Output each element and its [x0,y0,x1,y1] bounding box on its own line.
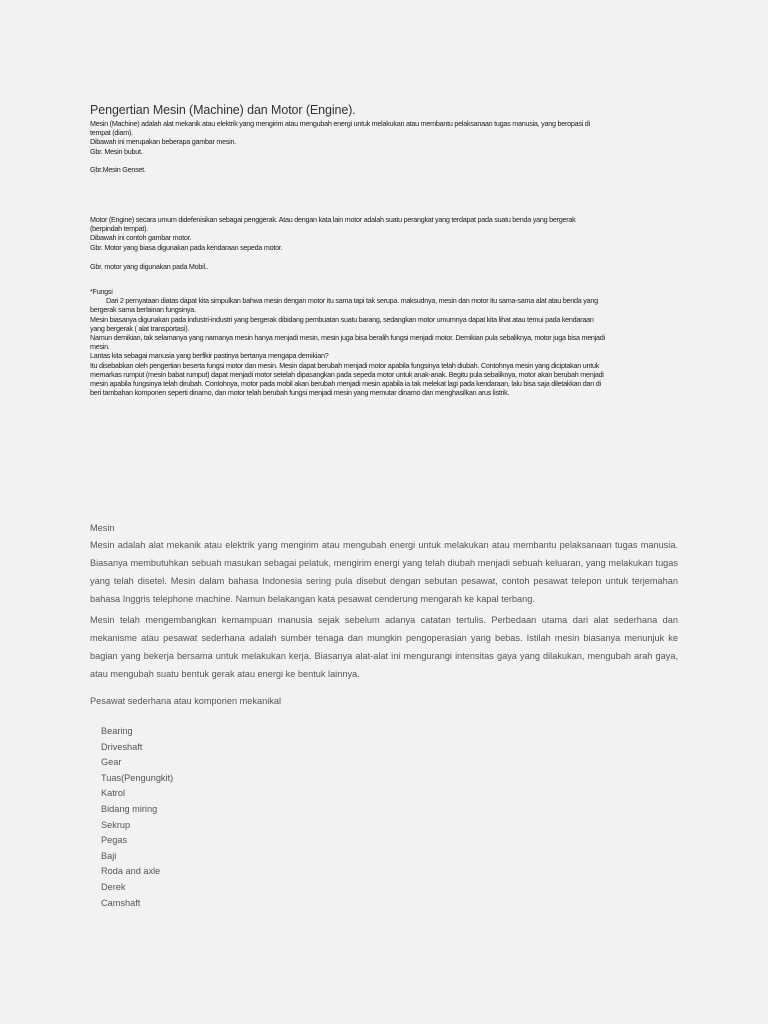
section-heading: *Fungsi [90,287,113,296]
image-caption: Gbr.Mesin Genset. [90,165,146,174]
mesin-heading: Mesin [90,523,115,533]
text-line: Itu disebabkan oleh pengertian beserta fungsi motor dan mesin. Mesin dapat berubah menjadi motor apabila fungsinya telah diubah. Contohnya mesin yang diciptakan untuk [90,360,600,370]
section-motor-intro [90,215,680,252]
section-mesin-intro [90,119,680,156]
text-line: Lantas kita sebagai manusia yang berfikir pastinya bertanya mengapa demikian? [90,351,329,361]
list-item: Katrol [101,788,126,799]
text-line: mesin. [90,342,110,352]
text-line: yang bergerak ( alat transportasi). [90,323,190,333]
text-line: Mesin (Machine) adalah alat mekanik atau elektrik yang mengirim atau mengubah energi untuk melakukan atau membantu pelaksanaan tugas manusia, yang beropasi di [90,119,590,128]
paragraph-mesin-2: Mesin telah mengembangkan kemampuan manusia sejak sebelum adanya catatan tertulis. Perbedaan utama dari alat sederhana dan mekanisme atau pesawat sederhana adalah sumber tenaga dan mungkin pengoperasian yang bebas. Istilah mesin biasanya menunjuk ke bagian yang bekerja bersama untuk melakukan kerja. Biasanya alat-alat ini mengurangi intensitas gaya yang dilakukan, mengubah arah gaya, atau mengubah suatu bentuk gerak atau energi ke bentuk lainnya. [90,615,678,679]
text-line: mesin apabila fungsinya telah dirubah. Contohnya, motor pada mobil akan berubah menjadi mesin apabila ia tak melekat lagi pada kendaraan, lalu bisa saja diletakkan dan di [90,379,601,389]
text-line: Motor (Engine) secara umum didefenisikan sebagai penggerak. Atau dengan kata lain motor adalah suatu perangkat yang terdapat pada suatu benda yang bergerak [90,215,576,224]
section-fungsi [90,287,680,397]
text-line: Mesin biasanya digunakan pada industri-industri yang bergerak dibidang pembuatan suatu barang, sedangkan motor umumnya dapat kita lihat atau temui pada kendaraan [90,314,594,324]
text-line: tempat (diam). [90,128,133,138]
list-item: Derek [101,881,126,892]
list-item: Camshaft [101,897,141,908]
text-line: (berpindah tempat). [90,224,148,234]
image-caption: Gbr. Mesin bubut. [90,146,143,156]
list-item: Baji [101,850,117,861]
text-line: Dibawah ini merupakan beberapa gambar mesin. [90,137,237,147]
list-item: Tuas(Pengungkit) [101,772,174,783]
text-line: beri tambahan komponen seperti dinamo, dan motor telah berubah fungsi menjadi mesin yang memutar dinamo dan menghasilkan arus listrik. [90,388,510,398]
image-caption: Gbr. motor yang digunakan pada Mobil.. [90,262,209,271]
image-caption: Gbr. Motor yang biasa digunakan pada kendaraan sepeda motor. [90,242,283,252]
component-list [101,724,173,911]
list-item: Sekrup [101,819,131,830]
text-line: memarkas rumput (mesin babat rumput) dapat menjadi motor setelah dipasangkan pada sepeda motor untuk anak-anak. Begitu pula sebaliknya, motor akan berubah menjadi [90,369,604,379]
text-line: bergerak sama berlainan fungsinya. [90,305,196,315]
text-line: Dibawah ini contoh gambar motor. [90,233,192,243]
list-item: Gear [101,757,122,768]
text-line: Dari 2 pernyataan diatas dapat kita simpulkan bahwa mesin dengan motor itu sama tapi tak serupa. maksudnya, mesin dan motor itu sama-sama alat atau benda yang [106,296,598,306]
list-item: Bidang miring [101,803,158,814]
list-item: Driveshaft [101,741,143,752]
list-item: Bearing [101,726,133,736]
text-line: Namun demikian, tak selamanya yang namanya mesin hanya menjadi mesin, mesin juga bisa beralih fungsi menjadi motor. Demikian pula sebaliknya, motor juga bisa menjadi [90,333,605,343]
paragraph-mesin-1: Mesin adalah alat mekanik atau elektrik yang mengirim atau mengubah energi untuk melakukan atau membantu pelaksanaan tugas manusia. Biasanya membutuhkan sebuah masukan sebagai pelatuk, mengirim energi yang telah diubah menjadi sebuah keluaran, yang melakukan tugas yang telah disetel. Mesin dalam bahasa Indonesia sering pula disebut dengan sebutan pesawat, contoh pesawat telepon untuk terjemahan bahasa Inggris telephone machine. Namun belakangan kata pesawat cenderung mengarah ke kapal terbang. [90,540,678,604]
list-heading: Pesawat sederhana atau komponen mekanikal [90,696,282,706]
list-item: Pegas [101,835,128,846]
list-item: Roda and axle [101,866,161,877]
page-title: Pengertian Mesin (Machine) dan Motor (Engine). [90,103,356,117]
